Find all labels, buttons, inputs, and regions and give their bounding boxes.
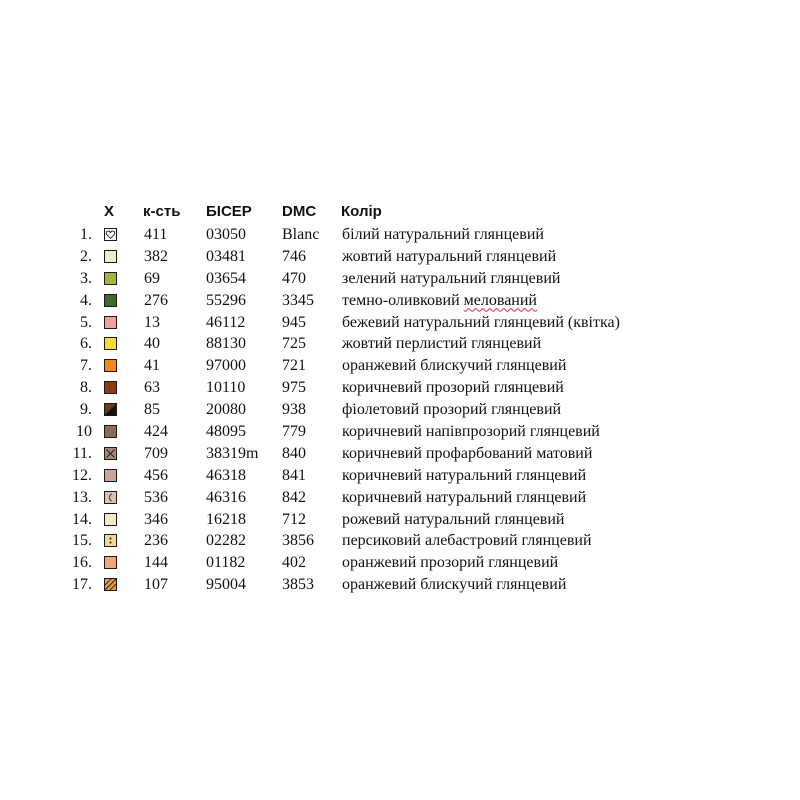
legend-row bbox=[58, 574, 758, 596]
quantity-value: 85 bbox=[144, 401, 160, 419]
color-name: оранжевий блискучий глянцевий bbox=[342, 576, 567, 594]
bead-color-legend bbox=[58, 200, 758, 596]
bead-code: 03481 bbox=[206, 247, 246, 265]
dmc-code: 779 bbox=[282, 423, 306, 441]
legend-row bbox=[58, 487, 758, 509]
bead-code: 03654 bbox=[206, 269, 246, 287]
row-number: 9. bbox=[80, 401, 92, 419]
row-number: 6. bbox=[80, 335, 92, 353]
legend-row bbox=[58, 355, 758, 377]
quantity-value: 40 bbox=[144, 335, 160, 353]
bead-code: 46112 bbox=[206, 313, 246, 331]
colon-dots-icon bbox=[104, 534, 117, 547]
bead-code: 46318 bbox=[206, 466, 246, 484]
color-name: фіолетовий прозорий глянцевий bbox=[342, 401, 562, 419]
quantity-value: 236 bbox=[144, 532, 168, 550]
bead-code: 16218 bbox=[206, 510, 246, 528]
dmc-code: 3853 bbox=[282, 576, 314, 594]
legend-row bbox=[58, 224, 758, 246]
header-bead: БІСЕР bbox=[206, 203, 252, 220]
dmc-code: 721 bbox=[282, 357, 306, 375]
color-name: коричневий напівпрозорий глянцевий bbox=[342, 423, 600, 441]
dmc-code: Blanc bbox=[282, 226, 320, 243]
row-number: 2. bbox=[80, 247, 92, 265]
color-name: коричневий профарбований матовий bbox=[342, 444, 593, 462]
legend-rows bbox=[58, 224, 758, 596]
row-number: 7. bbox=[80, 357, 92, 375]
dmc-code: 725 bbox=[282, 335, 306, 353]
quantity-value: 13 bbox=[144, 313, 160, 331]
bead-code: 02282 bbox=[206, 532, 246, 550]
dmc-code: 841 bbox=[282, 466, 306, 484]
quantity-value: 346 bbox=[144, 510, 168, 528]
quantity-value: 69 bbox=[144, 269, 160, 287]
bead-code: 48095 bbox=[206, 423, 246, 441]
legend-row bbox=[58, 246, 758, 268]
color-name: коричневий натуральний глянцевий bbox=[342, 466, 587, 484]
heart-icon bbox=[104, 228, 117, 241]
legend-row bbox=[58, 552, 758, 574]
color-swatch bbox=[104, 381, 117, 394]
bead-code: 55296 bbox=[206, 291, 246, 309]
color-swatch bbox=[104, 272, 117, 285]
legend-row bbox=[58, 333, 758, 355]
dmc-code: 840 bbox=[282, 444, 306, 462]
bead-code: 03050 bbox=[206, 226, 246, 243]
diagonal-stripe-icon bbox=[104, 578, 117, 591]
row-number: 16. bbox=[72, 554, 92, 572]
header-color: Колір bbox=[341, 203, 382, 220]
row-number: 15. bbox=[72, 532, 92, 550]
row-number: 11. bbox=[72, 444, 92, 462]
header-symbol: X bbox=[104, 203, 115, 220]
legend-row bbox=[58, 377, 758, 399]
dmc-code: 945 bbox=[282, 313, 306, 331]
legend-row bbox=[58, 421, 758, 443]
row-number: 10 bbox=[76, 423, 92, 441]
color-name: жовтий перлистий глянцевий bbox=[342, 335, 542, 353]
legend-row bbox=[58, 290, 758, 312]
quantity-value: 424 bbox=[144, 423, 168, 441]
bead-code: 10110 bbox=[206, 379, 246, 397]
bead-code: 88130 bbox=[206, 335, 246, 353]
row-number: 13. bbox=[72, 488, 92, 506]
dmc-code: 3345 bbox=[282, 291, 314, 309]
row-number: 12. bbox=[72, 466, 92, 484]
dmc-code: 402 bbox=[282, 554, 306, 572]
quantity-value: 382 bbox=[144, 247, 168, 265]
bead-code: 95004 bbox=[206, 576, 246, 594]
quantity-value: 276 bbox=[144, 291, 168, 309]
quantity-value: 456 bbox=[144, 466, 168, 484]
legend-row bbox=[58, 268, 758, 290]
quantity-value: 41 bbox=[144, 357, 160, 375]
row-number: 1. bbox=[80, 226, 92, 243]
color-swatch bbox=[104, 513, 117, 526]
legend-header bbox=[58, 200, 758, 224]
color-swatch bbox=[104, 294, 117, 307]
color-swatch bbox=[104, 556, 117, 569]
legend-row bbox=[58, 465, 758, 487]
bead-code: 20080 bbox=[206, 401, 246, 419]
legend-row bbox=[58, 443, 758, 465]
dmc-code: 938 bbox=[282, 401, 306, 419]
color-name: коричневий натуральний глянцевий bbox=[342, 488, 587, 506]
color-swatch bbox=[104, 425, 117, 438]
cross-icon bbox=[104, 447, 117, 460]
color-name: рожевий натуральний глянцевий bbox=[342, 510, 565, 528]
bracket-icon bbox=[104, 491, 117, 504]
color-name: оранжевий прозорий глянцевий bbox=[342, 554, 559, 572]
row-number: 4. bbox=[80, 291, 92, 309]
color-name: бежевий натуральний глянцевий (квітка) bbox=[342, 313, 620, 331]
color-swatch bbox=[104, 469, 117, 482]
dmc-code: 470 bbox=[282, 269, 306, 287]
color-name: коричневий прозорий глянцевий bbox=[342, 379, 564, 397]
dmc-code: 3856 bbox=[282, 532, 314, 550]
dmc-code: 746 bbox=[282, 247, 306, 265]
legend-row bbox=[58, 312, 758, 334]
color-swatch bbox=[104, 359, 117, 372]
color-name: оранжевий блискучий глянцевий bbox=[342, 357, 567, 375]
color-swatch bbox=[104, 316, 117, 329]
quantity-value: 107 bbox=[144, 576, 168, 594]
color-name: жовтий натуральний глянцевий bbox=[342, 247, 557, 265]
dmc-code: 975 bbox=[282, 379, 306, 397]
color-name: темно-оливковий мелований bbox=[342, 291, 537, 309]
color-name: білий натуральний глянцевий bbox=[342, 226, 544, 243]
quantity-value: 709 bbox=[144, 444, 168, 462]
diagonal-split-icon bbox=[104, 403, 117, 416]
row-number: 14. bbox=[72, 510, 92, 528]
bead-code: 01182 bbox=[206, 554, 246, 572]
dmc-code: 712 bbox=[282, 510, 306, 528]
bead-code: 46316 bbox=[206, 488, 246, 506]
quantity-value: 411 bbox=[144, 226, 168, 243]
row-number: 8. bbox=[80, 379, 92, 397]
bead-code: 38319m bbox=[206, 444, 259, 462]
quantity-value: 144 bbox=[144, 554, 168, 572]
legend-row bbox=[58, 399, 758, 421]
color-swatch bbox=[104, 250, 117, 263]
color-name: зелений натуральний глянцевий bbox=[342, 269, 561, 287]
row-number: 3. bbox=[80, 269, 92, 287]
header-quantity: к-сть bbox=[143, 203, 181, 220]
header-dmc: DMC bbox=[282, 203, 317, 220]
quantity-value: 63 bbox=[144, 379, 160, 397]
quantity-value: 536 bbox=[144, 488, 168, 506]
row-number: 17. bbox=[72, 576, 92, 594]
color-swatch bbox=[104, 337, 117, 350]
bead-code: 97000 bbox=[206, 357, 246, 375]
legend-row bbox=[58, 509, 758, 531]
legend-row bbox=[58, 530, 758, 552]
color-name: персиковий алебастровий глянцевий bbox=[342, 532, 592, 550]
dmc-code: 842 bbox=[282, 488, 306, 506]
row-number: 5. bbox=[80, 313, 92, 331]
